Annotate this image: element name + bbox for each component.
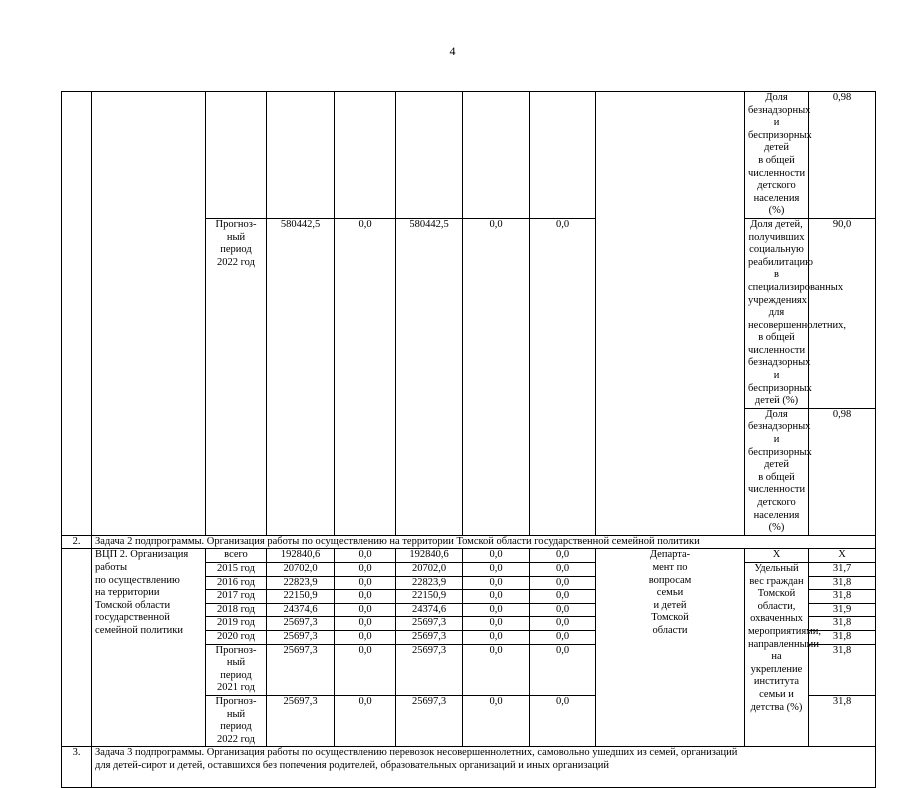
other-cell: 0,0 xyxy=(530,549,596,563)
fed-cell xyxy=(335,92,396,219)
executor-cell xyxy=(596,218,745,535)
total-cell: 25697,3 xyxy=(267,695,335,746)
period-cell: 2015 год xyxy=(206,562,267,576)
row-number-cell xyxy=(62,549,92,747)
table-row xyxy=(62,549,876,563)
row-number-cell xyxy=(62,218,92,535)
reg-cell: 25697,3 xyxy=(396,695,463,746)
indicator-value-cell: 31,8 xyxy=(809,630,876,644)
indicator-cell: Доля безнадзорных и беспризорных детей в общей численности детского населения (%) xyxy=(745,408,809,535)
loc-cell: 0,0 xyxy=(463,218,530,535)
fed-cell: 0,0 xyxy=(335,630,396,644)
task-title: Задача 2 подпрограммы. Организация работы по осуществлению на территории Томской области государственной семейной политики xyxy=(92,535,876,549)
fed-cell: 0,0 xyxy=(335,549,396,563)
loc-cell xyxy=(463,92,530,219)
indicator-header: Х xyxy=(745,549,809,563)
fed-cell: 0,0 xyxy=(335,590,396,604)
period-cell: Прогноз- ный период 2022 год xyxy=(206,218,267,535)
task-title: Задача 3 подпрограммы. Организация работы по осуществлению перевозок несовершеннолетних, самовольно ушедших из семей, организаций для детей-сирот и детей, оставшихся без попечения родителей, образовательных организаций и иных организаций xyxy=(92,747,876,788)
indicator-value-header: Х xyxy=(809,549,876,563)
indicator-value-cell: 0,98 xyxy=(809,408,876,535)
page-number: 4 xyxy=(449,44,456,58)
reg-cell: 25697,3 xyxy=(396,644,463,695)
loc-cell: 0,0 xyxy=(463,617,530,631)
period-cell: 2016 год xyxy=(206,576,267,590)
task-number: 2. xyxy=(62,535,92,549)
executor-cell: Департа- мент по вопросам семьи и детей Томской области xyxy=(596,549,745,747)
row-number-cell xyxy=(62,92,92,219)
reg-cell xyxy=(396,92,463,219)
name-cell xyxy=(92,218,206,535)
fed-cell: 0,0 xyxy=(335,695,396,746)
period-cell: 2019 год xyxy=(206,617,267,631)
other-cell: 0,0 xyxy=(530,617,596,631)
total-cell: 20702,0 xyxy=(267,562,335,576)
period-cell xyxy=(206,92,267,219)
fed-cell: 0,0 xyxy=(335,576,396,590)
fed-cell: 0,0 xyxy=(335,218,396,535)
other-cell: 0,0 xyxy=(530,603,596,617)
loc-cell: 0,0 xyxy=(463,695,530,746)
executor-cell xyxy=(596,92,745,219)
loc-cell: 0,0 xyxy=(463,562,530,576)
fed-cell: 0,0 xyxy=(335,562,396,576)
total-cell xyxy=(267,92,335,219)
total-cell: 22150,9 xyxy=(267,590,335,604)
period-cell: 2018 год xyxy=(206,603,267,617)
loc-cell: 0,0 xyxy=(463,576,530,590)
indicator-value-cell: 31,8 xyxy=(809,695,876,746)
total-cell: 25697,3 xyxy=(267,617,335,631)
program-table xyxy=(61,91,876,788)
indicator-cell: Доля безнадзорных и беспризорных детей в общей численности детского населения (%) xyxy=(745,92,809,219)
total-cell: 22823,9 xyxy=(267,576,335,590)
total-cell: 580442,5 xyxy=(267,218,335,535)
other-cell: 0,0 xyxy=(530,644,596,695)
loc-cell: 0,0 xyxy=(463,590,530,604)
total-cell: 25697,3 xyxy=(267,644,335,695)
other-cell: 0,0 xyxy=(530,630,596,644)
fed-cell: 0,0 xyxy=(335,603,396,617)
total-cell: 25697,3 xyxy=(267,630,335,644)
fed-cell: 0,0 xyxy=(335,644,396,695)
loc-cell: 0,0 xyxy=(463,630,530,644)
period-cell: 2020 год xyxy=(206,630,267,644)
other-cell: 0,0 xyxy=(530,576,596,590)
reg-cell: 25697,3 xyxy=(396,617,463,631)
other-cell: 0,0 xyxy=(530,590,596,604)
table-row xyxy=(62,218,876,408)
reg-cell: 24374,6 xyxy=(396,603,463,617)
task-number: 3. xyxy=(62,747,92,788)
fed-cell: 0,0 xyxy=(335,617,396,631)
other-cell: 0,0 xyxy=(530,695,596,746)
indicator-value-cell: 0,98 xyxy=(809,92,876,219)
indicator-value-cell: 31,9 xyxy=(809,603,876,617)
table-row xyxy=(62,92,876,219)
other-cell: 0,0 xyxy=(530,562,596,576)
period-cell: Прогноз- ный период 2021 год xyxy=(206,644,267,695)
reg-cell: 22823,9 xyxy=(396,576,463,590)
name-cell xyxy=(92,92,206,219)
indicator-value-cell: 31,8 xyxy=(809,644,876,695)
other-cell: 0,0 xyxy=(530,218,596,535)
period-cell: 2017 год xyxy=(206,590,267,604)
reg-cell: 580442,5 xyxy=(396,218,463,535)
indicator-value-cell: 31,8 xyxy=(809,617,876,631)
indicator-cell: Удельный вес граждан Томской области, охваченных мероприятиями, направленными на укрепление института семьи и детства (%) xyxy=(745,562,809,746)
loc-cell: 0,0 xyxy=(463,603,530,617)
indicator-value-cell: 31,8 xyxy=(809,576,876,590)
task-row xyxy=(62,747,876,788)
vcp-name: ВЦП 2. Организация работы по осуществлению на территории Томской области государственной семейной политики xyxy=(92,549,206,747)
reg-cell: 22150,9 xyxy=(396,590,463,604)
loc-cell: 0,0 xyxy=(463,549,530,563)
period-cell: всего xyxy=(206,549,267,563)
task-row xyxy=(62,535,876,549)
reg-cell: 25697,3 xyxy=(396,630,463,644)
indicator-value-cell: 31,8 xyxy=(809,590,876,604)
loc-cell: 0,0 xyxy=(463,644,530,695)
total-cell: 192840,6 xyxy=(267,549,335,563)
indicator-value-cell: 90,0 xyxy=(809,218,876,408)
reg-cell: 20702,0 xyxy=(396,562,463,576)
total-cell: 24374,6 xyxy=(267,603,335,617)
indicator-cell: Доля детей, получивших социальную реабилитацию в специализированных учреждениях для несовершеннолетних, в общей численности безнадзорных и беспризорных детей (%) xyxy=(745,218,809,408)
other-cell xyxy=(530,92,596,219)
indicator-value-cell: 31,7 xyxy=(809,562,876,576)
reg-cell: 192840,6 xyxy=(396,549,463,563)
period-cell: Прогноз- ный период 2022 год xyxy=(206,695,267,746)
